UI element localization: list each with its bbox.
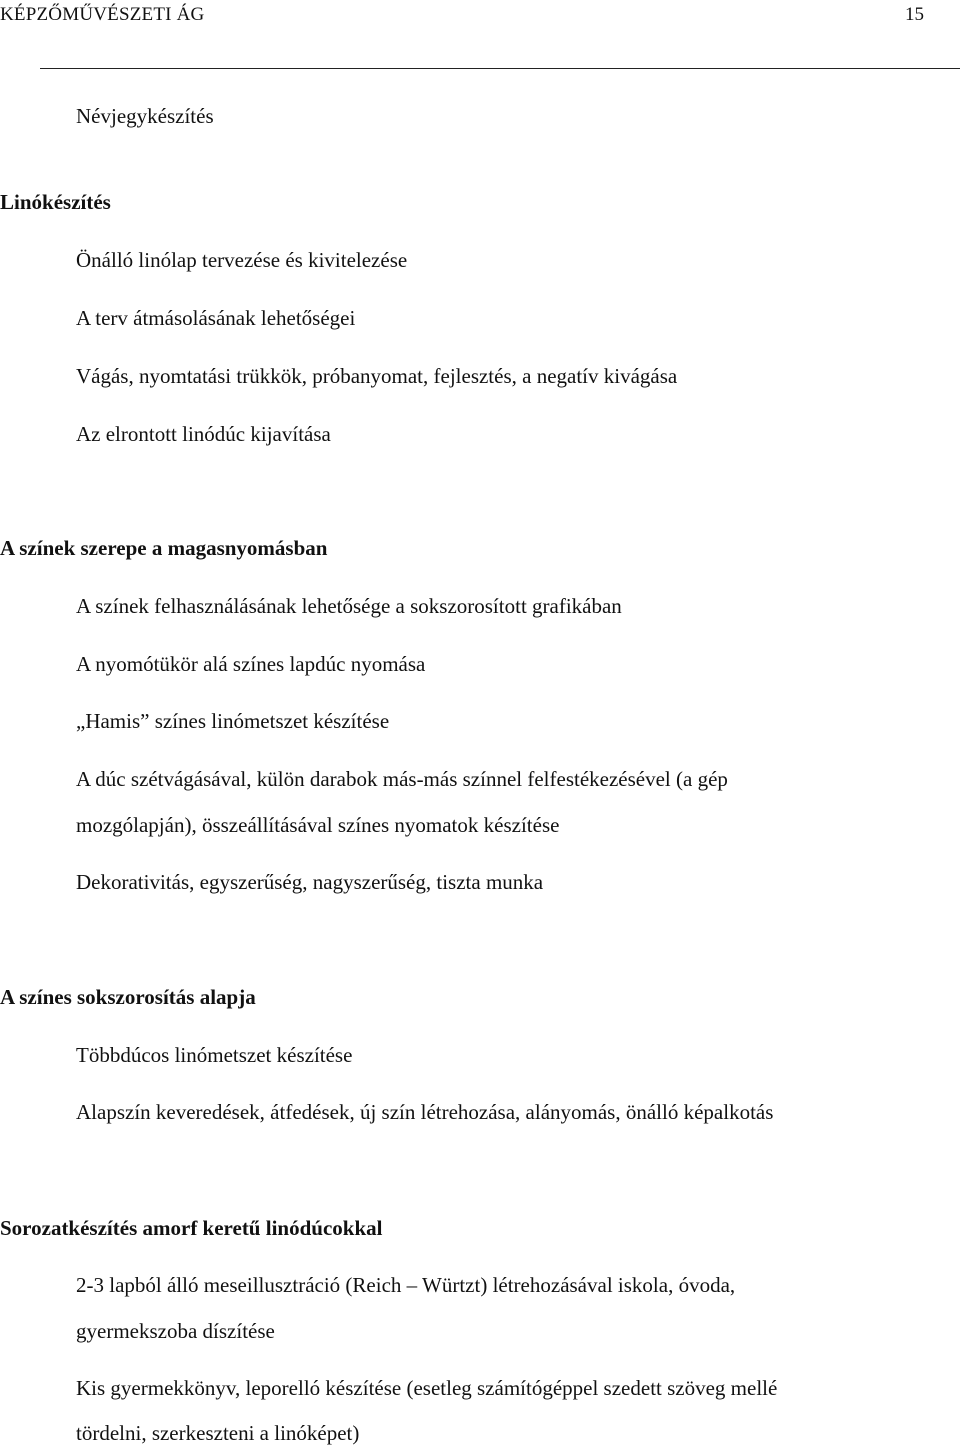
content-item-14: Többdúcos linómetszet készítése (76, 1043, 353, 1067)
section-heading-szinek-szerepe: A színek szerepe a magasnyomásban (0, 536, 328, 560)
section-heading-linokeszites: Linókészítés (0, 190, 111, 214)
content-item-4: Vágás, nyomtatási trükkök, próbanyomat, fejlesztés, a negatív kivágása (76, 364, 678, 388)
page-number: 15 (905, 4, 924, 25)
content-item-12: Dekorativitás, egyszerűség, nagyszerűség, tiszta munka (76, 870, 544, 894)
content-item-3: A terv átmásolásának lehetőségei (76, 306, 356, 330)
section-title: KÉPZŐMŰVÉSZETI ÁG (0, 4, 205, 25)
content-item-9: „Hamis” színes linómetszet készítése (76, 709, 390, 733)
content-item-11: mozgólapján), összeállításával színes nyomatok készítése (76, 813, 560, 837)
content-item-8: A nyomótükör alá színes lapdúc nyomása (76, 652, 426, 676)
content-item-17: 2-3 lapból álló meseillusztráció (Reich – Würtzt) létrehozásával iskola, óvoda, (76, 1273, 736, 1297)
content-item-5: Az elrontott linódúc kijavítása (76, 422, 331, 446)
content-item-15: Alapszín keveredések, átfedések, új szín létrehozása, alányomás, önálló képalkotás (76, 1100, 774, 1124)
content-item-2: Önálló linólap tervezése és kivitelezése (76, 248, 408, 272)
header-divider (40, 68, 960, 69)
section-heading-szines-sokszorositas: A színes sokszorosítás alapja (0, 985, 256, 1009)
content-item-19: Kis gyermekkönyv, leporelló készítése (esetleg számítógéppel szedett szöveg mellé (76, 1376, 778, 1400)
content-item-18: gyermekszoba díszítése (76, 1319, 275, 1343)
content-item-20: tördelni, szerkeszteni a linóképet) (76, 1421, 360, 1445)
content-item-10: A dúc szétvágásával, külön darabok más-más színnel felfestékezésével (a gép (76, 767, 728, 791)
content-item-7: A színek felhasználásának lehetősége a sokszorosított grafikában (76, 594, 622, 618)
section-heading-sorozatkeszites: Sorozatkészítés amorf keretű linódúcokkal (0, 1216, 383, 1240)
page-header (0, 0, 960, 76)
content-item-0: Névjegykészítés (76, 104, 214, 128)
